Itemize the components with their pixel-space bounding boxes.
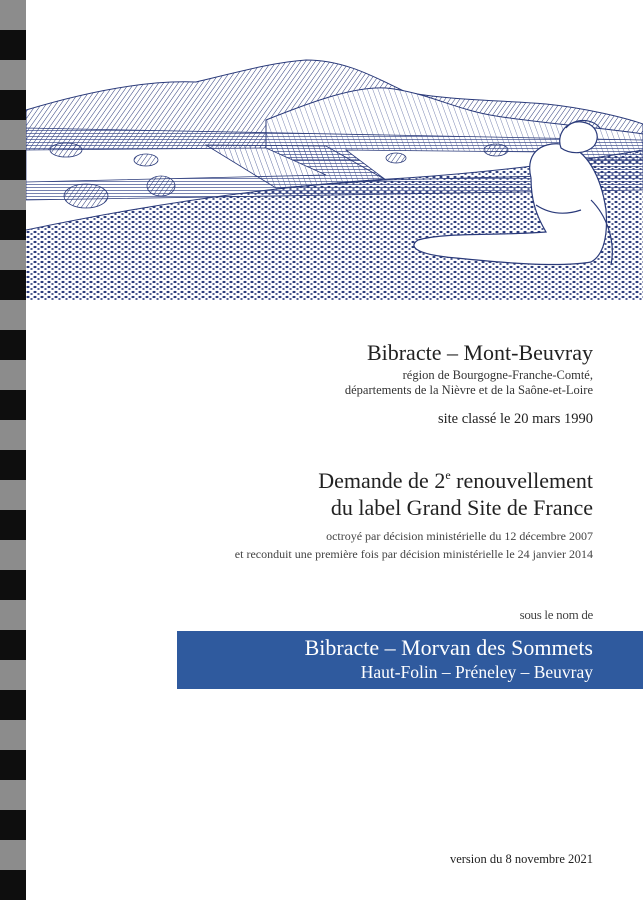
demande-line-2: du label Grand Site de France	[330, 495, 593, 520]
binding-segment	[0, 870, 26, 900]
octroi-details	[235, 527, 593, 563]
binding-segment	[0, 480, 26, 510]
demande-heading	[318, 462, 593, 521]
binding-segment	[0, 330, 26, 360]
binding-segment	[0, 150, 26, 180]
departements-text: départements de la Nièvre et de la Saône-et-Loire	[344, 383, 593, 397]
binding-segment	[0, 180, 26, 210]
banner-subtitle: Haut-Folin – Préneley – Beuvray	[360, 662, 593, 682]
region-lines	[345, 368, 593, 398]
binding-segment	[0, 240, 26, 270]
name-banner	[177, 631, 643, 689]
binding-segment	[0, 390, 26, 420]
binding-segment	[0, 210, 26, 240]
region-text: région de Bourgogne-Franche-Comté,	[402, 368, 593, 382]
binding-segment	[0, 0, 26, 30]
binding-segment	[0, 690, 26, 720]
binding-segment	[0, 720, 26, 750]
spiral-binding-strip	[0, 0, 26, 892]
binding-segment	[0, 30, 26, 60]
site-title: Bibracte – Mont-Beuvray	[366, 340, 593, 365]
binding-segment	[0, 270, 26, 300]
demande-line-1-start: Demande de 2	[318, 468, 446, 493]
binding-segment	[0, 90, 26, 120]
binding-segment	[0, 600, 26, 630]
binding-segment	[0, 840, 26, 870]
ordinal-superscript: e	[445, 468, 451, 482]
binding-segment	[0, 750, 26, 780]
binding-segment	[0, 60, 26, 90]
binding-segment	[0, 540, 26, 570]
binding-segment	[0, 510, 26, 540]
demande-line-1	[318, 462, 593, 494]
binding-segment	[0, 810, 26, 840]
binding-segment	[0, 780, 26, 810]
binding-segment	[0, 570, 26, 600]
octroi-line-1: octroyé par décision ministérielle du 12 décembre 2007	[326, 529, 593, 543]
octroi-line-2: et reconduit une première fois par décision ministérielle le 24 janvier 2014	[234, 547, 593, 561]
binding-segment	[0, 630, 26, 660]
binding-segment	[0, 420, 26, 450]
sous-le-nom-label: sous le nom de	[519, 607, 593, 622]
binding-segment	[0, 300, 26, 330]
site-classe-date: site classé le 20 mars 1990	[437, 411, 593, 427]
banner-title: Bibracte – Morvan des Sommets	[304, 635, 593, 660]
demande-line-1-end: renouvellement	[450, 468, 593, 493]
binding-segment	[0, 450, 26, 480]
binding-segment	[0, 360, 26, 390]
binding-segment	[0, 120, 26, 150]
version-date: version du 8 novembre 2021	[449, 852, 593, 866]
landscape-illustration	[26, 0, 643, 300]
binding-segment	[0, 660, 26, 690]
